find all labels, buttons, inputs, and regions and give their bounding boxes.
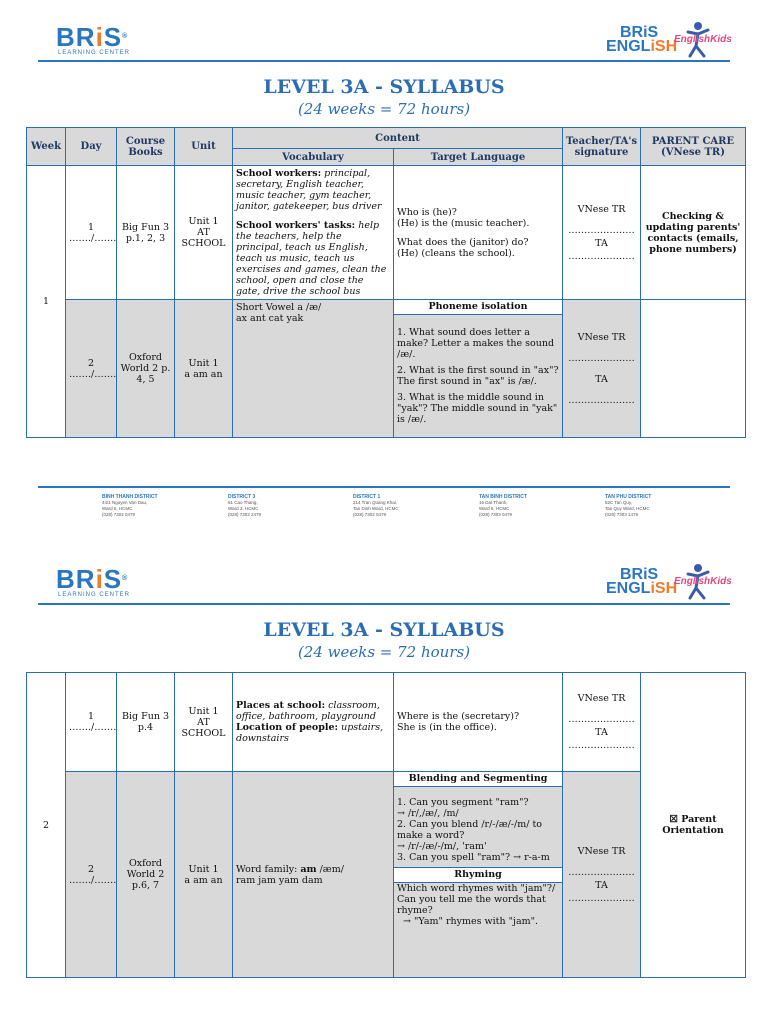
header-unit: Unit: [175, 128, 233, 166]
header-day: Day: [66, 128, 117, 166]
footer-address: TAN BINH DISTRICT 16 Dat Thanh, Ward 6, HCMC (028) 7303 0479: [479, 494, 527, 517]
week-number: 1: [27, 166, 66, 438]
bris-english-logo: BRiS ENGLiSH: [606, 24, 678, 55]
table-row: [27, 166, 746, 300]
bris-logo: BRiS®: [56, 22, 129, 52]
parent-care-cell: Checking & updating parents' contacts (emails, phone numbers): [641, 166, 746, 300]
day-cell: 2 ……./…….: [66, 772, 117, 978]
table-row: [27, 772, 746, 978]
header-course-books: Course Books: [117, 128, 175, 166]
day-cell: 2 ……./…….: [66, 300, 117, 438]
target-language-cell: Where is the (secretary)? She is (in the office).: [394, 673, 563, 772]
english-kids-logo: EnglishKids: [670, 562, 715, 600]
day-cell: 1 ……./…….: [66, 166, 117, 300]
header-parent-care: PARENT CARE (VNese TR): [641, 128, 746, 166]
vocabulary-cell: Short Vowel a /æ/ ax ant cat yak: [233, 300, 394, 438]
footer-address: DISTRICT 1 214 Tran Quang Khai, Tan Dinh Ward, HCMC (028) 7302 0479: [353, 494, 399, 517]
rhyming-heading: Rhyming: [394, 868, 562, 883]
phoneme-isolation-heading: Phoneme isolation: [394, 300, 562, 315]
page-subtitle: (24 weeks = 72 hours): [297, 100, 471, 118]
footer-address: DISTRICT 3 61 Cao Thang, Ward 3, HCMC (028) 7303 2479: [228, 494, 262, 517]
header-content: Content: [233, 128, 563, 149]
header-vocabulary: Vocabulary: [233, 149, 394, 166]
header-signature: Teacher/TA's signature: [563, 128, 641, 166]
course-book-cell: Oxford World 2 p. 4, 5: [117, 300, 175, 438]
vocabulary-cell: Places at school: classroom, office, bathroom, playground Location of people: upstairs, downstairs: [233, 673, 394, 772]
bris-logo-subtitle: LEARNING CENTER: [58, 592, 131, 598]
target-language-cell: Who is (he)? (He) is the (music teacher). What does the (janitor) do? (He) (cleans the school).: [394, 166, 563, 300]
table-row: [27, 673, 746, 772]
syllabus-table-week-1: [26, 127, 746, 438]
unit-cell: Unit 1 a am an: [175, 772, 233, 978]
vocabulary-cell: School workers: principal, secretary, English teacher, music teacher, gym teacher, janitor, gatekeeper, bus driver School workers' tasks: help the teachers, help the principal, teach us English, teach us music, teach us exercises and games, clean the school, open and close the gate, drive the school bus: [233, 166, 394, 300]
day-cell: 1 ……./…….: [66, 673, 117, 772]
unit-cell: Unit 1 a am an: [175, 300, 233, 438]
course-book-cell: Oxford World 2 p.6, 7: [117, 772, 175, 978]
bris-logo: BRiS®: [56, 564, 129, 594]
vocabulary-cell: Word family: am /æm/ ram jam yam dam: [233, 772, 394, 978]
bris-logo-subtitle: LEARNING CENTER: [58, 50, 131, 56]
blending-heading: Blending and Segmenting: [394, 772, 562, 787]
signature-cell: VNese TR ………………… TA …………………: [563, 166, 641, 300]
parent-care-cell: ☒ Parent Orientation: [641, 673, 746, 978]
course-book-cell: Big Fun 3 p.1, 2, 3: [117, 166, 175, 300]
header-week: Week: [27, 128, 66, 166]
checkbox-icon: ☒: [669, 814, 678, 825]
signature-cell: VNese TR ………………… TA …………………: [563, 300, 641, 438]
table-row: [27, 300, 746, 438]
parent-care-cell-empty: [641, 300, 746, 438]
bris-english-logo: BRiS ENGLiSH: [606, 566, 678, 597]
week-number: 2: [27, 673, 66, 978]
english-kids-logo: EnglishKids: [670, 20, 715, 58]
page-subtitle: (24 weeks = 72 hours): [297, 643, 471, 661]
course-book-cell: Big Fun 3 p.4: [117, 673, 175, 772]
page-title: LEVEL 3A - SYLLABUS: [263, 619, 505, 641]
header-rule: [38, 603, 730, 605]
footer-rule: [38, 486, 730, 488]
page-title: LEVEL 3A - SYLLABUS: [263, 76, 505, 98]
target-language-cell: Phoneme isolation 1. What sound does letter a make? Letter a makes the sound /æ/. 2. What is the first sound in "ax"? The first sound in "ax" is /æ/. 3. What is the middle sound in "yak"? The middle sound in "yak" is /æ/.: [394, 300, 563, 438]
unit-cell: Unit 1 AT SCHOOL: [175, 673, 233, 772]
header-target-language: Target Language: [394, 149, 563, 166]
footer-address: TAN PHU DISTRICT 52C Tan Quy, Tan Quy Ward, HCMC (028) 7303 1479: [605, 494, 652, 517]
target-language-cell: Blending and Segmenting 1. Can you segment "ram"? → /r/,/æ/, /m/ 2. Can you blend /r/-/æ/-/m/ to make a word? → /r/-/æ/-/m/, 'ram' 3. Can you spell "ram"? → r-a-m Rhyming Which word rhymes with "jam"?/ Can you tell me the words that rhyme? → "Yam" rhymes with "jam".: [394, 772, 563, 978]
footer-address: BINH THANH DISTRICT 44/1 Nguyen Van Dau, Ward 6, HCMC (028) 7302 0479: [102, 494, 158, 517]
signature-cell: VNese TR ………………… TA …………………: [563, 772, 641, 978]
syllabus-table-week-2: [26, 672, 746, 978]
unit-cell: Unit 1 AT SCHOOL: [175, 166, 233, 300]
header-rule: [38, 60, 730, 62]
signature-cell: VNese TR ………………… TA …………………: [563, 673, 641, 772]
